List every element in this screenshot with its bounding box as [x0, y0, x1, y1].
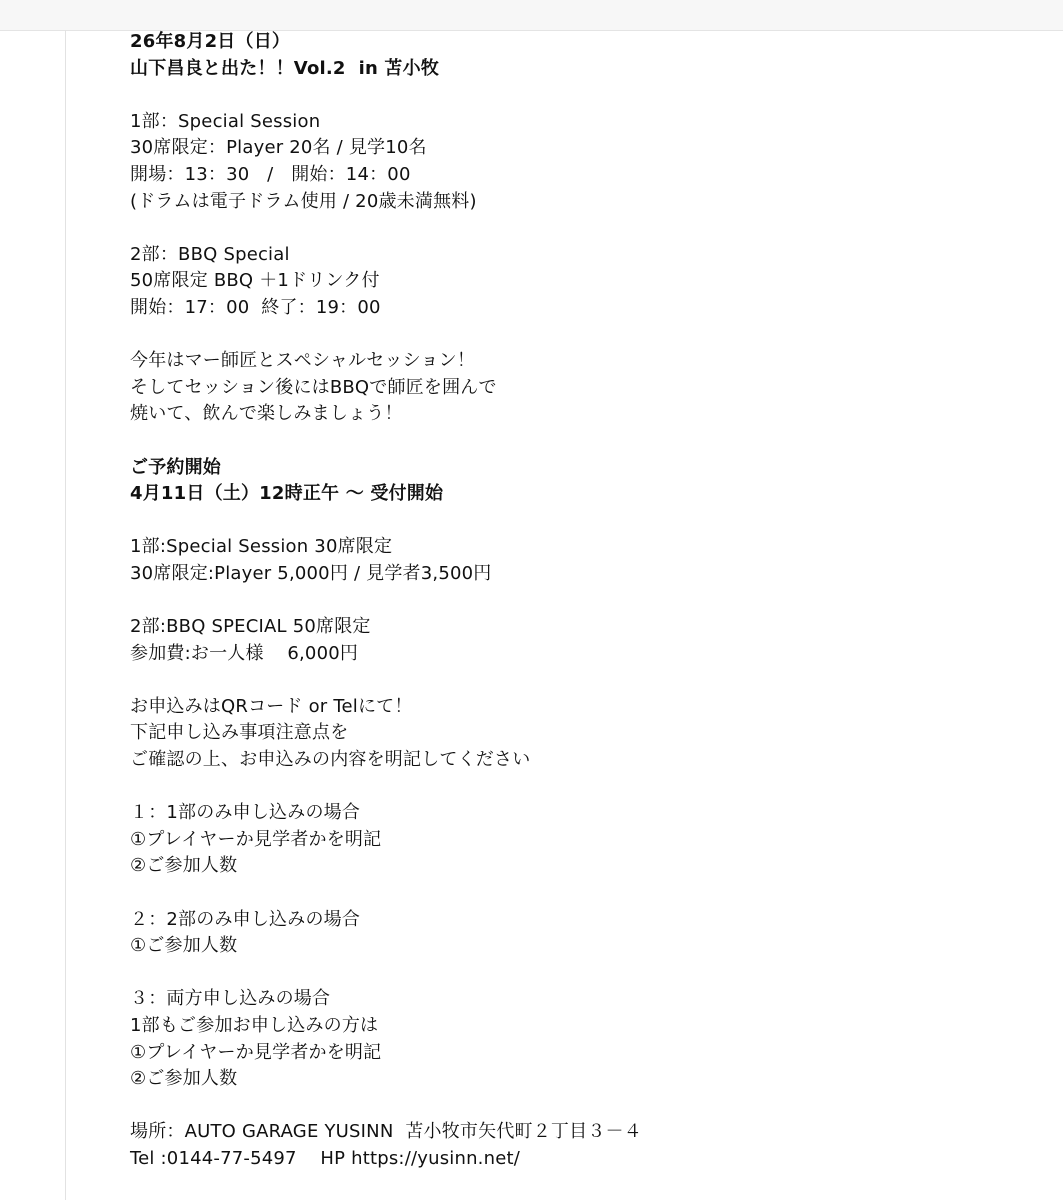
case1-item-1: ①プレイヤーか見学者かを明記	[130, 828, 382, 850]
spacer	[130, 880, 1030, 907]
part1-note: (ドラムは電子ドラム使用 / 20歳未満無料)	[130, 190, 477, 212]
part1-times: 開場：13：30 / 開始：14：00	[130, 163, 411, 185]
apply-line-3: ご確認の上、お申込みの内容を明記してください	[130, 749, 531, 771]
case2-item-1: ①ご参加人数	[130, 935, 238, 957]
spacer	[130, 82, 1030, 109]
part1-heading: 1部：Special Session	[130, 110, 321, 132]
part2-times: 開始：17：00 終了：19：00	[130, 296, 381, 318]
reservation-start: 4月11日（土）12時正午 〜 受付開始	[130, 483, 444, 505]
venue-place: 場所：AUTO GARAGE YUSINN 苫小牧市矢代町２丁目３－４	[130, 1121, 642, 1143]
part2-capacity: 50席限定 BBQ ＋1ドリンク付	[130, 270, 380, 292]
spacer	[130, 215, 1030, 242]
apply-line-2: 下記申し込み事項注意点を	[130, 722, 349, 744]
case2-heading: ２：2部のみ申し込みの場合	[130, 908, 361, 930]
venue-contact: Tel :0144-77-5497 HP https://yusinn.net/	[130, 1147, 521, 1169]
pricing-part2-price: 参加費:お一人様 6,000円	[130, 642, 359, 664]
top-strip	[0, 0, 1063, 31]
pricing-part2-heading: 2部:BBQ SPECIAL 50席限定	[130, 616, 371, 638]
spacer	[130, 667, 1030, 694]
spacer	[130, 508, 1030, 535]
event-title: 山下昌良と出た！！Vol.2 in 苫小牧	[130, 57, 440, 79]
apply-line-1: お申込みはQRコード or Telにて！	[130, 695, 413, 717]
spacer	[130, 774, 1030, 801]
message-line-3: 焼いて、飲んで楽しみましょう！	[130, 403, 403, 425]
spacer	[130, 1093, 1030, 1120]
spacer	[130, 960, 1030, 987]
pricing-part1-heading: 1部:Special Session 30席限定	[130, 536, 393, 558]
part1-capacity: 30席限定：Player 20名 / 見学10名	[130, 137, 427, 159]
case1-item-2: ②ご参加人数	[130, 855, 238, 877]
case3-item-2: ②ご参加人数	[130, 1068, 238, 1090]
event-notice	[130, 29, 1030, 1173]
left-margin-rule	[65, 30, 66, 1200]
case3-heading: ３：両方申し込みの場合	[130, 988, 331, 1010]
pricing-part1-price: 30席限定:Player 5,000円 / 見学者3,500円	[130, 562, 492, 584]
case3-item-1: ①プレイヤーか見学者かを明記	[130, 1041, 382, 1063]
spacer	[130, 428, 1030, 455]
part2-heading: 2部：BBQ Special	[130, 243, 290, 265]
reservation-heading: ご予約開始	[130, 456, 221, 478]
message-line-1: 今年はマー師匠とスペシャルセッション！	[130, 350, 476, 372]
spacer	[130, 587, 1030, 614]
case1-heading: １：1部のみ申し込みの場合	[130, 802, 361, 824]
message-line-2: そしてセッション後にはBBQで師匠を囲んで	[130, 376, 497, 398]
spacer	[130, 322, 1030, 349]
case3-intro: 1部もご参加お申し込みの方は	[130, 1014, 379, 1036]
event-date: 26年8月2日（日）	[130, 31, 291, 52]
